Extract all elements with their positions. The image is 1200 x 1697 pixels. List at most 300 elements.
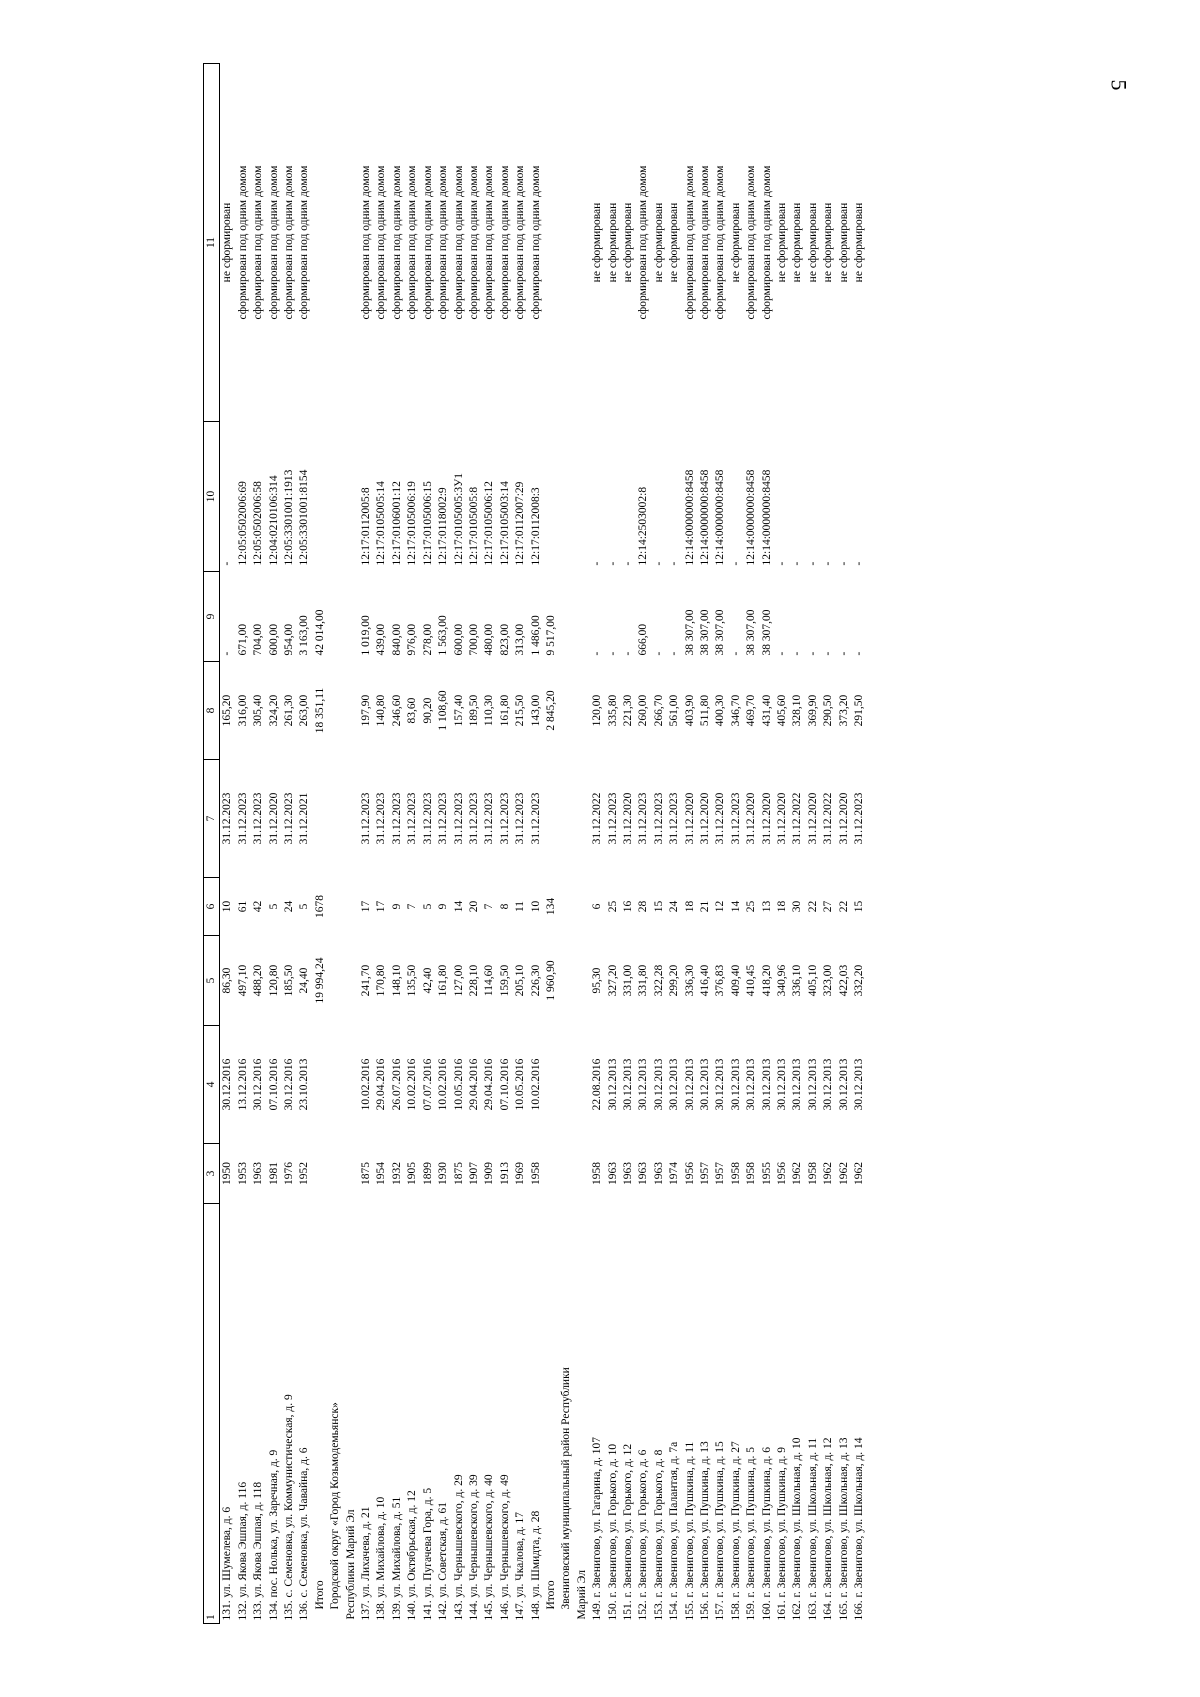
table-row: [821, 64, 836, 1624]
cadastral-number-cell: 12:05:3301001:1913: [283, 469, 296, 566]
residents-cell: 22: [806, 900, 819, 913]
total-floor-area: 18 351,11: [313, 687, 326, 734]
deadline-cell: 31.12.2023: [283, 792, 296, 845]
deadline-cell: 31.12.2023: [390, 792, 403, 845]
year-cell: 1875: [360, 1162, 373, 1185]
deadline-cell: 31.12.2022: [791, 792, 804, 845]
area-cell: 497,10: [236, 964, 249, 997]
year-cell: 1963: [606, 1162, 619, 1185]
land-area-cell: 704,00: [252, 623, 265, 656]
cadastral-number-cell: 12:14:0000000:8458: [683, 469, 696, 566]
address-cell: 161. г. Звенигово, ул. Пушкина, д. 9: [776, 1447, 789, 1621]
deadline-cell: 31.12.2023: [498, 792, 511, 845]
total-area: 19 994,24: [313, 957, 326, 1004]
land-status-cell: сформирован под одним домом: [283, 165, 296, 320]
cadastral-number-cell: 12:17:0105005:8: [467, 486, 480, 566]
floor-area-cell: 90,20: [421, 697, 434, 724]
residents-cell: 24: [668, 900, 681, 913]
area-cell: 127,00: [452, 964, 465, 997]
date-cell: 30.12.2013: [637, 1058, 650, 1111]
deadline-cell: 31.12.2022: [822, 792, 835, 845]
year-cell: 1905: [406, 1162, 419, 1185]
cadastral-number-cell: 12:05:0502006:69: [236, 481, 249, 566]
empty-cell: [313, 64, 328, 422]
address-cell: 163. г. Звенигово, ул. Школьная, д. 11: [806, 1437, 819, 1621]
year-cell: 1956: [776, 1162, 789, 1185]
address-cell: 159. г. Звенигово, ул. Пушкина, д. 5: [745, 1447, 758, 1621]
table-row: [513, 64, 528, 1624]
year-cell: 1974: [668, 1162, 681, 1185]
deadline-cell: 31.12.2023: [421, 792, 434, 845]
land-status-cell: сформирован под одним домом: [360, 165, 373, 320]
floor-area-cell: 324,20: [267, 694, 280, 727]
floor-area-cell: 165,20: [221, 694, 234, 727]
area-cell: 205,10: [514, 964, 527, 997]
year-cell: 1981: [267, 1162, 280, 1185]
area-cell: 226,30: [529, 964, 542, 997]
year-cell: 1952: [298, 1162, 311, 1185]
table-row: [374, 64, 389, 1624]
deadline-cell: 31.12.2020: [776, 792, 789, 845]
cadastral-number-cell: -: [853, 561, 866, 566]
residents-cell: 5: [267, 903, 280, 910]
total-land-area: 42 014,00: [313, 609, 326, 656]
date-cell: 30.12.2016: [283, 1058, 296, 1111]
table-row: [267, 64, 282, 1624]
cadastral-number-cell: -: [806, 561, 819, 566]
address-cell: 139. ул. Михайлова, д. 51: [390, 1496, 403, 1621]
table-row: [421, 64, 436, 1624]
area-cell: 170,80: [375, 964, 388, 997]
deadline-cell: 31.12.2021: [298, 792, 311, 845]
area-cell: 376,83: [714, 964, 727, 997]
housing-register-table: [203, 63, 867, 1624]
table-row: [220, 64, 236, 1624]
deadline-cell: 31.12.2020: [699, 792, 711, 845]
date-cell: 30.12.2016: [221, 1058, 234, 1111]
land-status-cell: сформирован под одним домом: [683, 165, 696, 320]
table-row: [590, 64, 605, 1624]
section-title: Республики Марий Эл: [344, 1509, 357, 1620]
cadastral-number-cell: 12:17:0105005:3У1: [452, 473, 465, 566]
date-cell: 23.10.2013: [298, 1058, 311, 1111]
address-cell: 133. ул. Якова Эшпая, д. 118: [252, 1481, 265, 1621]
date-cell: 30.12.2013: [668, 1058, 681, 1111]
land-area-cell: 38 307,00: [760, 609, 773, 656]
area-cell: 95,30: [591, 967, 604, 994]
total-floor-area: 2 845,20: [544, 690, 557, 731]
address-cell: 152. г. Звенигово, ул. Горького, д. 6: [637, 1449, 650, 1621]
floor-area-cell: 561,00: [668, 694, 681, 727]
cadastral-number-cell: 12:17:0112005:8: [360, 487, 373, 566]
year-cell: 1909: [483, 1162, 496, 1185]
year-cell: 1950: [221, 1162, 234, 1185]
deadline-cell: 31.12.2020: [621, 792, 634, 845]
floor-area-cell: 266,70: [652, 694, 665, 727]
year-cell: 1962: [791, 1162, 804, 1185]
deadline-cell: 31.12.2023: [252, 792, 265, 845]
cadastral-number-cell: -: [606, 561, 619, 566]
area-cell: 336,10: [791, 964, 804, 997]
table-row: [713, 64, 728, 1624]
land-area-cell: 666,00: [637, 623, 650, 656]
empty-cell: [544, 760, 559, 878]
total-residents: 1678: [313, 895, 326, 918]
column-number-header-row: [204, 64, 220, 1624]
area-cell: 422,03: [837, 964, 850, 997]
deadline-cell: 31.12.2023: [360, 792, 373, 845]
year-cell: 1932: [390, 1162, 403, 1185]
cadastral-number-cell: -: [668, 561, 681, 566]
deadline-cell: 31.12.2023: [668, 792, 681, 845]
floor-area-cell: 290,50: [822, 694, 835, 727]
table-row: [744, 64, 759, 1624]
date-cell: 30.12.2013: [806, 1058, 819, 1111]
land-area-cell: 1 019,00: [360, 615, 373, 656]
address-cell: 150. г. Звенигово, ул. Горького, д. 10: [606, 1443, 619, 1621]
land-status-cell: не сформирован: [221, 202, 234, 283]
deadline-cell: 31.12.2023: [236, 792, 249, 845]
year-cell: 1953: [236, 1162, 249, 1185]
cadastral-number-cell: 12:17:0118002:9: [437, 487, 450, 566]
floor-area-cell: 346,70: [729, 694, 742, 727]
cadastral-number-cell: -: [729, 561, 742, 566]
date-cell: 07.10.2016: [267, 1058, 280, 1111]
residents-cell: 17: [360, 900, 373, 913]
year-cell: 1963: [637, 1162, 650, 1185]
area-cell: 114,60: [483, 964, 496, 997]
floor-area-cell: 405,60: [776, 694, 789, 727]
address-cell: 135. с. Семеновка, ул. Коммунистическая, д. 9: [283, 1394, 296, 1621]
land-status-cell: сформирован под одним домом: [437, 165, 450, 320]
table-row: [359, 64, 374, 1624]
floor-area-cell: 400,30: [714, 694, 727, 727]
area-cell: 416,40: [699, 964, 711, 997]
area-cell: 405,10: [806, 964, 819, 997]
year-cell: 1962: [837, 1162, 850, 1185]
section-row: [328, 64, 343, 1624]
land-status-cell: не сформирован: [652, 202, 665, 283]
rotated-register-table: [203, 64, 1093, 1624]
cadastral-number-cell: 12:17:0105005:14: [375, 481, 388, 566]
section-title: Марий Эл: [575, 1570, 588, 1620]
year-cell: 1913: [498, 1162, 511, 1185]
date-cell: 22.08.2016: [591, 1058, 604, 1111]
column-header: 6: [204, 878, 220, 936]
table-row: [251, 64, 266, 1624]
floor-area-cell: 373,20: [837, 694, 850, 727]
table-row: [806, 64, 821, 1624]
date-cell: 10.02.2016: [437, 1058, 450, 1111]
residents-cell: 10: [529, 900, 542, 913]
empty-cell: [313, 760, 328, 878]
table-row: [498, 64, 513, 1624]
floor-area-cell: 316,00: [236, 694, 249, 727]
date-cell: 30.12.2013: [776, 1058, 789, 1111]
column-header: 4: [204, 1026, 220, 1144]
land-status-cell: не сформирован: [776, 202, 789, 283]
area-cell: 418,20: [760, 964, 773, 997]
land-area-cell: -: [652, 651, 665, 656]
land-area-cell: 600,00: [267, 623, 280, 656]
cadastral-number-cell: -: [221, 561, 234, 566]
land-status-cell: не сформирован: [621, 202, 634, 283]
deadline-cell: 31.12.2023: [853, 792, 866, 845]
address-cell: 140. ул. Октябрьская, д. 12: [406, 1490, 419, 1621]
year-cell: 1958: [529, 1162, 542, 1185]
cadastral-number-cell: -: [791, 561, 804, 566]
year-cell: 1958: [729, 1162, 742, 1185]
table-row: [236, 64, 251, 1624]
residents-cell: 18: [776, 900, 789, 913]
cadastral-number-cell: -: [591, 561, 604, 566]
area-cell: 86,30: [221, 967, 234, 994]
total-row: [544, 64, 559, 1624]
empty-cell: [313, 1144, 328, 1204]
residents-cell: 24: [283, 900, 296, 913]
deadline-cell: 31.12.2023: [637, 792, 650, 845]
cadastral-number-cell: 12:17:0112007:29: [514, 481, 527, 566]
address-cell: 156. г. Звенигово, ул. Пушкина, д. 13: [699, 1441, 711, 1621]
table-row: [452, 64, 467, 1624]
land-area-cell: 600,00: [452, 623, 465, 656]
land-area-cell: 439,00: [375, 623, 388, 656]
floor-area-cell: 260,00: [637, 694, 650, 727]
deadline-cell: 31.12.2023: [221, 792, 234, 845]
total-area: 1 960,90: [544, 960, 557, 1001]
residents-cell: 7: [483, 903, 496, 910]
land-area-cell: 840,00: [390, 623, 403, 656]
column-header: 3: [204, 1144, 220, 1204]
year-cell: 1958: [591, 1162, 604, 1185]
land-area-cell: -: [221, 651, 234, 656]
land-area-cell: 38 307,00: [683, 609, 696, 656]
date-cell: 30.12.2013: [837, 1058, 850, 1111]
floor-area-cell: 221,30: [621, 694, 634, 727]
cadastral-number-cell: 12:17:0105006:19: [406, 481, 419, 566]
deadline-cell: 31.12.2020: [806, 792, 819, 845]
land-area-cell: 480,00: [483, 623, 496, 656]
section-row: [559, 64, 574, 1624]
date-cell: 10.02.2016: [529, 1058, 542, 1111]
residents-cell: 61: [236, 900, 249, 913]
table-row: [436, 64, 451, 1624]
deadline-cell: 31.12.2023: [514, 792, 527, 845]
date-cell: 30.12.2013: [606, 1058, 619, 1111]
area-cell: 331,80: [637, 964, 650, 997]
floor-area-cell: 511,80: [699, 694, 711, 727]
area-cell: 120,80: [267, 964, 280, 997]
deadline-cell: 31.12.2020: [714, 792, 727, 845]
deadline-cell: 31.12.2023: [467, 792, 480, 845]
section-row: [344, 64, 359, 1624]
cadastral-number-cell: 12:17:0112008:3: [529, 487, 542, 566]
date-cell: 29.04.2016: [375, 1058, 388, 1111]
land-area-cell: -: [806, 651, 819, 656]
deadline-cell: 31.12.2023: [529, 792, 542, 845]
empty-cell: [544, 64, 559, 422]
land-status-cell: сформирован под одним домом: [252, 165, 265, 320]
residents-cell: 27: [822, 900, 835, 913]
floor-area-cell: 246,60: [390, 694, 403, 727]
area-cell: 322,28: [652, 964, 665, 997]
address-cell: 149. г. Звенигово, ул. Гагарина, д. 107: [591, 1436, 604, 1621]
date-cell: 10.02.2016: [360, 1058, 373, 1111]
deadline-cell: 31.12.2020: [745, 792, 758, 845]
address-cell: 145. ул. Чернышевского, д. 40: [483, 1474, 496, 1621]
land-status-cell: сформирован под одним домом: [498, 165, 511, 320]
address-cell: 146. ул. Чернышевского, д. 49: [498, 1474, 511, 1621]
residents-cell: 25: [606, 900, 619, 913]
year-cell: 1875: [452, 1162, 465, 1185]
residents-cell: 14: [729, 900, 742, 913]
land-status-cell: не сформирован: [591, 202, 604, 283]
year-cell: 1957: [714, 1162, 727, 1185]
area-cell: 299,20: [668, 964, 681, 997]
table-row: [467, 64, 482, 1624]
residents-cell: 17: [375, 900, 388, 913]
table-body: [220, 64, 868, 1624]
residents-cell: 25: [745, 900, 758, 913]
floor-area-cell: 403,90: [683, 694, 696, 727]
floor-area-cell: 305,40: [252, 694, 265, 727]
floor-area-cell: 1 108,60: [437, 690, 450, 731]
land-area-cell: 3 163,00: [298, 615, 311, 656]
address-cell: 142. ул. Советская, д. 61: [437, 1501, 450, 1621]
land-area-cell: 700,00: [467, 623, 480, 656]
address-cell: 157. г. Звенигово, ул. Пушкина, д. 15: [714, 1441, 727, 1621]
address-cell: 131. ул. Шумелева, д. 6: [221, 1506, 234, 1621]
deadline-cell: 31.12.2023: [606, 792, 619, 845]
land-area-cell: -: [837, 651, 850, 656]
floor-area-cell: 215,50: [514, 694, 527, 727]
address-cell: 141. ул. Пугачева Гора, д. 5: [421, 1487, 434, 1621]
land-status-cell: сформирован под одним домом: [637, 165, 650, 320]
floor-area-cell: 120,00: [591, 694, 604, 727]
floor-area-cell: 110,30: [483, 694, 496, 727]
floor-area-cell: 469,70: [745, 694, 758, 727]
address-cell: 160. г. Звенигово, ул. Пушкина, д. 6: [760, 1447, 773, 1621]
year-cell: 1969: [514, 1162, 527, 1185]
cadastral-number-cell: 12:17:0105006:12: [483, 481, 496, 566]
land-area-cell: 38 307,00: [745, 609, 758, 656]
area-cell: 409,40: [729, 964, 742, 997]
residents-cell: 9: [390, 903, 403, 910]
land-status-cell: сформирован под одним домом: [714, 165, 727, 320]
land-status-cell: сформирован под одним домом: [298, 165, 311, 320]
area-cell: 332,20: [853, 964, 866, 997]
table-row: [390, 64, 405, 1624]
land-status-cell: не сформирован: [668, 202, 681, 283]
land-area-cell: 38 307,00: [699, 609, 711, 656]
date-cell: 26.07.2016: [390, 1058, 403, 1111]
table-row: [775, 64, 790, 1624]
land-area-cell: 278,00: [421, 623, 434, 656]
year-cell: 1963: [252, 1162, 265, 1185]
land-status-cell: сформирован под одним домом: [390, 165, 403, 320]
area-cell: 228,10: [467, 964, 480, 997]
area-cell: 336,30: [683, 964, 696, 997]
residents-cell: 9: [437, 903, 450, 910]
empty-cell: [544, 1144, 559, 1204]
area-cell: 159,50: [498, 964, 511, 997]
table-row: [790, 64, 805, 1624]
land-status-cell: не сформирован: [791, 202, 804, 283]
deadline-cell: 31.12.2023: [375, 792, 388, 845]
floor-area-cell: 197,90: [360, 694, 373, 727]
residents-cell: 30: [791, 900, 804, 913]
floor-area-cell: 263,00: [298, 694, 311, 727]
residents-cell: 15: [652, 900, 665, 913]
cadastral-number-cell: -: [822, 561, 835, 566]
land-area-cell: -: [776, 651, 789, 656]
land-status-cell: сформирован под одним домом: [236, 165, 249, 320]
total-land-area: 9 517,00: [544, 615, 557, 656]
address-cell: 162. г. Звенигово, ул. Школьная, д. 10: [791, 1437, 804, 1621]
cadastral-number-cell: 12:05:3301001:8154: [298, 469, 311, 566]
residents-cell: 42: [252, 900, 265, 913]
land-status-cell: не сформирован: [837, 202, 850, 283]
cadastral-number-cell: 12:17:0105003:14: [498, 481, 511, 566]
date-cell: 30.12.2013: [621, 1058, 634, 1111]
cadastral-number-cell: -: [837, 561, 850, 566]
table-row: [837, 64, 852, 1624]
residents-cell: 16: [621, 900, 634, 913]
address-cell: 155. г. Звенигово, ул. Пушкина, д. 11: [683, 1441, 696, 1621]
year-cell: 1956: [683, 1162, 696, 1185]
date-cell: 30.12.2013: [791, 1058, 804, 1111]
address-cell: 158. г. Звенигово, ул. Пушкина, д. 27: [729, 1441, 742, 1621]
deadline-cell: 31.12.2023: [483, 792, 496, 845]
date-cell: 30.12.2013: [853, 1058, 866, 1111]
area-cell: 327,20: [606, 964, 619, 997]
land-area-cell: -: [621, 651, 634, 656]
cadastral-number-cell: 12:17:0106001:12: [390, 481, 403, 566]
date-cell: 30.12.2013: [683, 1058, 696, 1111]
land-status-cell: не сформирован: [806, 202, 819, 283]
land-area-cell: -: [606, 651, 619, 656]
cadastral-number-cell: -: [776, 561, 789, 566]
cadastral-number-cell: 12:14:0000000:8458: [760, 469, 773, 566]
year-cell: 1958: [745, 1162, 758, 1185]
table-row: [529, 64, 544, 1624]
land-area-cell: 954,00: [283, 623, 296, 656]
floor-area-cell: 431,40: [760, 694, 773, 727]
section-title: Городской округ «Город Козьмодемьянск»: [329, 1402, 342, 1610]
floor-area-cell: 157,40: [452, 694, 465, 727]
address-cell: 138. ул. Михайлова, д. 10: [375, 1496, 388, 1621]
address-cell: 137. ул. Лихачева, д. 21: [360, 1506, 373, 1621]
land-status-cell: не сформирован: [822, 202, 835, 283]
land-area-cell: -: [791, 651, 804, 656]
cadastral-number-cell: -: [621, 561, 634, 566]
empty-cell: [313, 422, 328, 572]
floor-area-cell: 328,10: [791, 694, 804, 727]
area-cell: 410,45: [745, 964, 758, 997]
deadline-cell: 31.12.2020: [683, 792, 696, 845]
table-row: [282, 64, 297, 1624]
residents-cell: 10: [221, 900, 234, 913]
land-status-cell: сформирован под одним домом: [483, 165, 496, 320]
land-status-cell: сформирован под одним домом: [375, 165, 388, 320]
land-status-cell: не сформирован: [606, 202, 619, 283]
area-cell: 488,20: [252, 964, 265, 997]
residents-cell: 22: [837, 900, 850, 913]
land-area-cell: 823,00: [498, 623, 511, 656]
total-label: Итого: [313, 1580, 326, 1610]
land-status-cell: сформирован под одним домом: [421, 165, 434, 320]
address-cell: 147. ул. Чкалова, д. 17: [514, 1511, 527, 1621]
